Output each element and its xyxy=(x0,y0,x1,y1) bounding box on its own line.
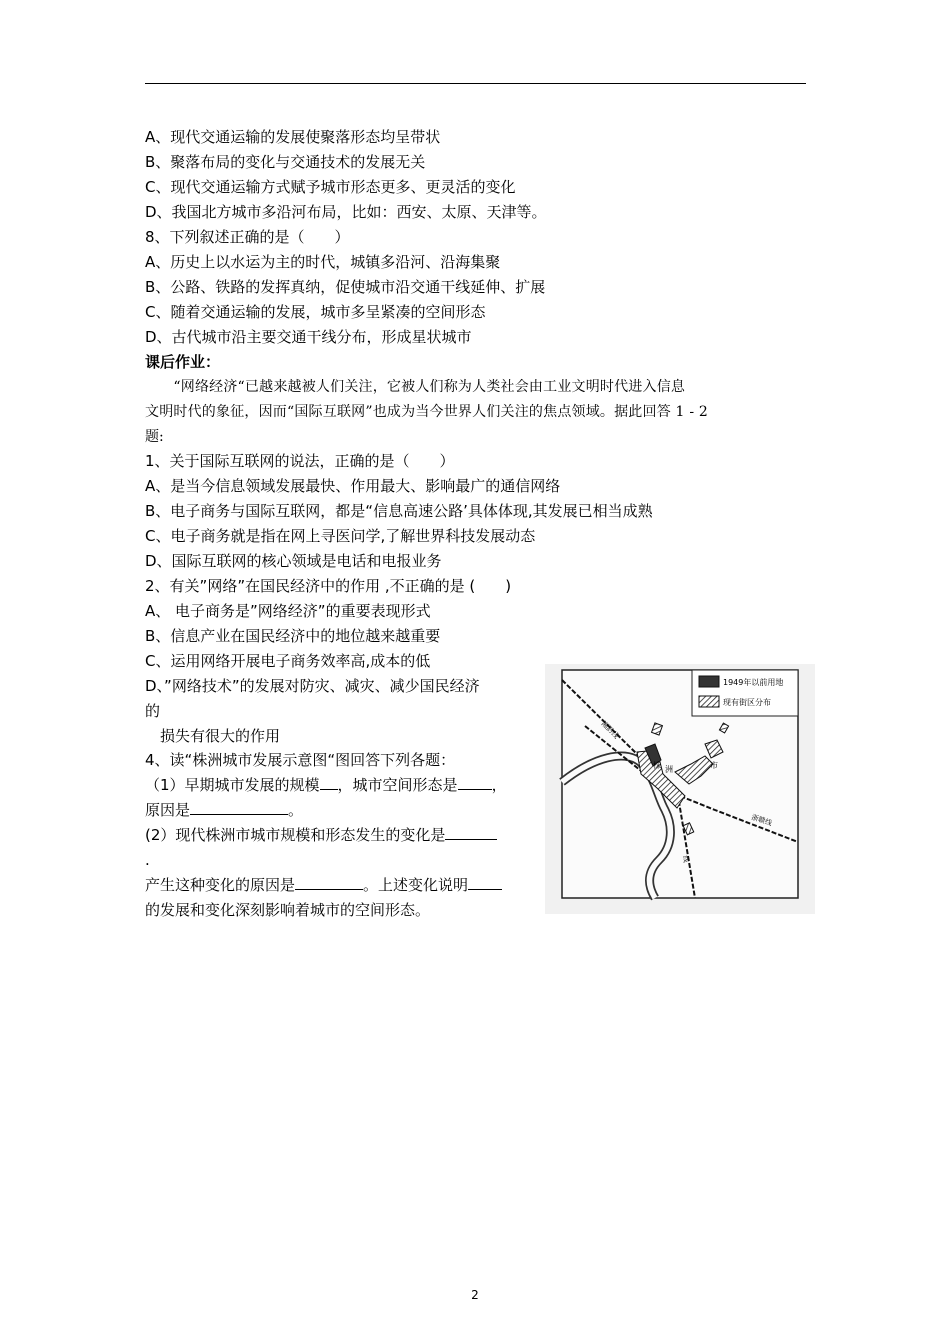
passage-line-3: 题: xyxy=(145,429,164,445)
q8-option-b: B、公路、铁路的发挥真纳，促使城市沿交通干线延伸、扩展 xyxy=(145,278,546,296)
option-d-text: D、我国北方城市多沿河布局，比如：西安、太原、天津等。 xyxy=(145,203,547,221)
legend-new-label: 现有街区分布 xyxy=(723,698,771,707)
answer-blank-reason[interactable] xyxy=(190,800,288,815)
passage-line-2: 文明时代的象征，因而“国际互联网”也成为当今世界人们关注的焦点领域。据此回答 1 - 2 xyxy=(145,404,709,420)
q8-option-a: A、历史上以水运为主的时代，城镇多沿河、沿海集聚 xyxy=(145,253,501,271)
legend-old-swatch xyxy=(699,676,719,687)
answer-blank-form[interactable] xyxy=(458,775,492,790)
passage-line-1: “网络经济“已越来越被人们关注，它被人们称为人类社会由工业文明时代进入信息 xyxy=(145,379,686,395)
header-rule xyxy=(145,83,806,84)
q4-part2-text: (2）现代株洲市城市规模和形态发生的变化是 xyxy=(145,826,446,844)
q8-option-d: D、古代城市沿主要交通干线分布，形成星状城市 xyxy=(145,328,472,346)
page-number: 2 xyxy=(471,1288,479,1302)
map-label-line: 线 xyxy=(681,854,691,864)
q4-reason-label: 原因是 xyxy=(145,801,191,819)
q4-reason-end: 。 xyxy=(288,801,304,819)
map-legend xyxy=(692,670,798,716)
q4-cause-line xyxy=(145,875,502,895)
q4-part1-text-b: ，城市空间形态是 xyxy=(337,776,458,794)
question-1: 1、关于国际互联网的说法，正确的是（ ） xyxy=(145,452,455,470)
q2-option-d: D、”网络技术”的发展对防灾、减灾、减少国民经济 xyxy=(145,677,480,695)
map-label-zhou: 洲 xyxy=(665,765,673,774)
question-4: 4、读“株洲城市发展示意图“图回答下列各题： xyxy=(145,751,456,769)
question-8: 8、下列叙述正确的是（ ） xyxy=(145,228,350,246)
option-c-text: C、现代交通运输方式赋予城市形态更多、更灵活的变化 xyxy=(145,178,516,196)
q1-option-b: B、电子商务与国际互联网，都是“信息高速公路’具体体现,其发展已相当成熟 xyxy=(145,502,653,520)
q4-part1-line xyxy=(145,775,507,795)
q4-part1-text-c: ， xyxy=(491,776,507,794)
question-2: 2、有关”网络”在国民经济中的作用 ,不正确的是 ( ) xyxy=(145,577,512,595)
q2-option-b: B、信息产业在国民经济中的地位越来越重要 xyxy=(145,627,441,645)
map-label-zhu: 株 xyxy=(653,761,661,770)
legend-old-label: 1949年以前用地 xyxy=(723,678,784,687)
q2-option-d-cont: 的 xyxy=(145,702,161,720)
homework-heading: 课后作业： xyxy=(145,353,221,371)
map-label-zhegan-line: 浙赣线 xyxy=(750,813,773,828)
q2-option-c: C、运用网络开展电子商务效率高,成本的低 xyxy=(145,652,431,670)
option-b-text: B、聚落布局的变化与交通技术的发展无关 xyxy=(145,153,426,171)
q8-option-c: C、随着交通运输的发展，城市多呈紧凑的空间形态 xyxy=(145,303,486,321)
map-label-xianglian-line: 湘黔线 xyxy=(599,719,621,741)
q1-option-c: C、电子商务就是指在网上寻医问学,了解世界科技发展动态 xyxy=(145,527,536,545)
answer-blank-factor[interactable] xyxy=(468,875,502,890)
q4-reason-line xyxy=(145,800,303,820)
q4-part2-line xyxy=(145,825,497,845)
q1-option-a: A、是当今信息领域发展最快、作用最大、影响最广的通信网络 xyxy=(145,477,561,495)
legend-new-swatch xyxy=(699,696,719,707)
q4-part1-text-a: （1）早期城市发展的规模 xyxy=(145,776,320,794)
zhuzhou-development-map xyxy=(545,664,815,914)
q2-option-a: A、 电子商务是”网络经济”的重要表现形式 xyxy=(145,602,431,620)
option-a-text: A、现代交通运输的发展使聚落形态均呈带状 xyxy=(145,128,441,146)
q4-part2-cont: . xyxy=(145,851,150,869)
answer-blank-change[interactable] xyxy=(445,825,497,840)
answer-blank-scale[interactable] xyxy=(320,775,338,790)
q4-cause-text: 产生这种变化的原因是 xyxy=(145,876,296,894)
q1-option-d: D、国际互联网的核心领域是电话和电报业务 xyxy=(145,552,442,570)
q4-conclusion-line: 的发展和变化深刻影响着城市的空间形态。 xyxy=(145,901,431,919)
answer-blank-cause[interactable] xyxy=(295,875,363,890)
map-label-shi: 市 xyxy=(710,761,718,770)
q2-option-d-cont2: 损失有很大的作用 xyxy=(145,727,281,745)
q4-cause-text-b: 。上述变化说明 xyxy=(363,876,469,894)
